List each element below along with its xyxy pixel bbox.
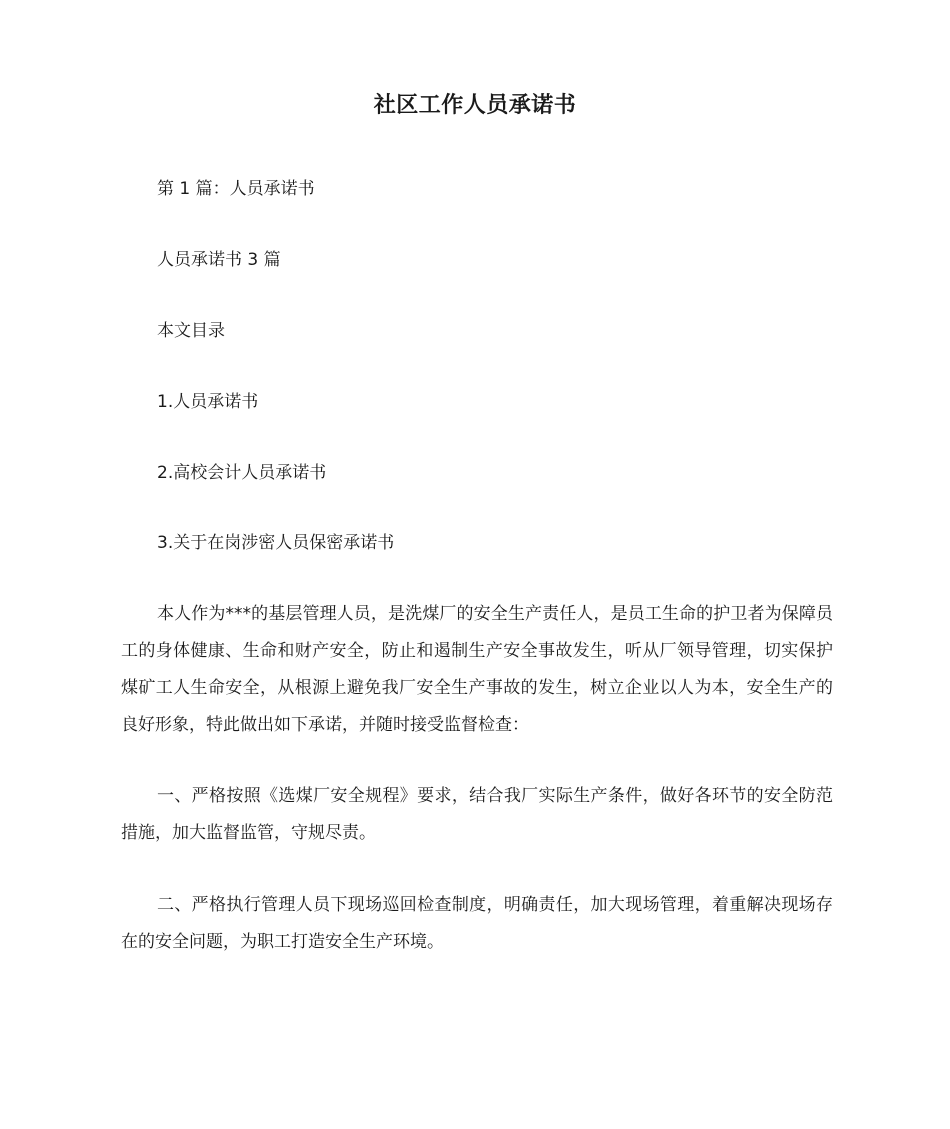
body-paragraph-2: 一、严格按照《选煤厂安全规程》要求，结合我厂实际生产条件，做好各环节的安全防范措施，加大监督监管，守规尽责。: [121, 786, 833, 843]
body-paragraph-1: 本人作为***的基层管理人员，是洗煤厂的安全生产责任人，是员工生命的护卫者为保障员工的身体健康、生命和财产安全，防止和遏制生产安全事故发生，听从厂领导管理，切实保护煤矿工人生命安全，从根源上避免我厂安全生产事故的发生，树立企业以人为本，安全生产的良好形象，特此做出如下承诺，并随时接受监督检查：: [121, 604, 833, 735]
toc-item-3: 3.关于在岗涉密人员保密承诺书: [157, 533, 395, 553]
toc-item-2: 2.高校会计人员承诺书: [157, 463, 327, 483]
chapter-heading: 第 1 篇：人员承诺书: [157, 179, 315, 199]
body-paragraph-3: 二、严格执行管理人员下现场巡回检查制度，明确责任，加大现场管理，着重解决现场存在的安全问题，为职工打造安全生产环境。: [121, 895, 833, 952]
subtitle-line: 人员承诺书 3 篇: [157, 250, 281, 270]
document-title: 社区工作人员承诺书: [373, 93, 577, 118]
toc-item-1: 1.人员承诺书: [157, 392, 259, 412]
toc-heading: 本文目录: [157, 321, 225, 341]
